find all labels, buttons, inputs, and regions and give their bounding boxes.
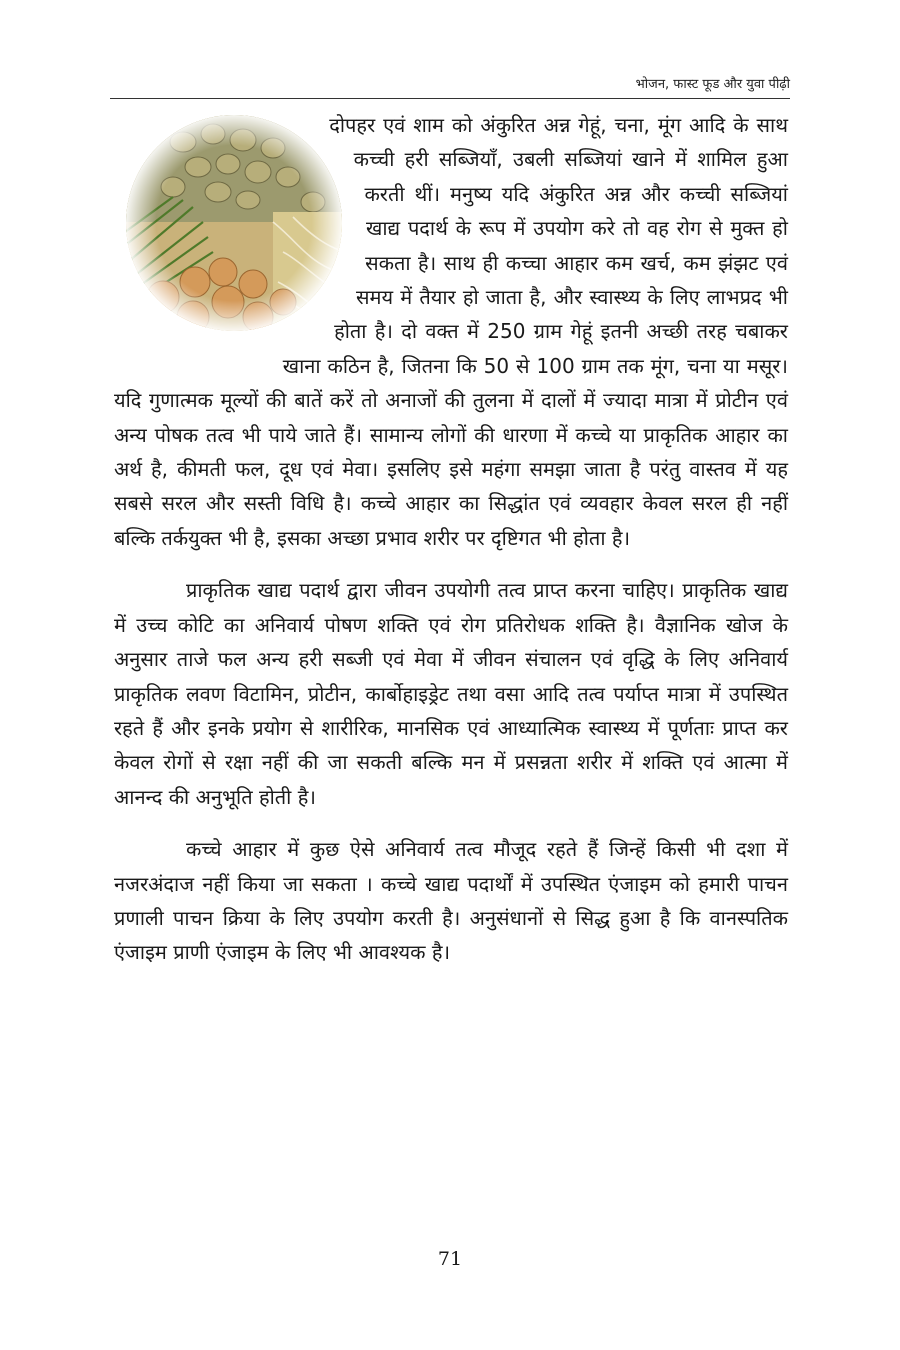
header-rule xyxy=(110,98,790,99)
running-header: भोजन, फास्ट फूड और युवा पीढ़ी xyxy=(635,77,790,92)
page-body xyxy=(114,108,788,970)
paragraph-2: प्राकृतिक खाद्य पदार्थ द्वारा जीवन उपयोगी तत्व प्राप्त करना चाहिए। प्राकृतिक खाद्य में उच्च कोटि का अनिवार्य पोषण शक्ति एवं रोग प्रतिरोधक शक्ति है। वैज्ञानिक खोज के अनुसार ताजे फल अन्य हरी सब्जी एवं मेवा में जीवन संचालन एवं वृद्धि के लिए अनिवार्य प्राकृतिक लवण विटामिन, प्रोटीन, कार्बोहाइड्रेट तथा वसा आदि तत्व पर्याप्त मात्रा में उपस्थित रहते हैं और इनके प्रयोग से शारीरिक, मानसिक एवं आध्यात्मिक स्वास्थ्य में पूर्णताः प्राप्त कर केवल रोगों से रक्षा नहीं की जा सकती बल्कि मन में प्रसन्नता शरीर में शक्ति एवं आत्मा में आनन्द की अनुभूति होती है। xyxy=(114,578,788,809)
sprouted-grains-photo xyxy=(114,112,354,348)
page-number: 71 xyxy=(437,1248,463,1270)
sprouted-grains-icon xyxy=(123,112,345,334)
paragraph-1: दोपहर एवं शाम को अंकुरित अन्न गेहूं, चना, मूंग आदि के साथ कच्ची हरी सब्जियॉं, उबली सब्जियां खाने में शामिल हुआ करती थीं। मनुष्य यदि अंकुरित अन्न और कच्ची सब्जियां खाद्य पदार्थ के रूप में उपयोग करे तो वह रोग से मुक्त हो सकता है। साथ ही कच्चा आहार कम खर्च, कम झंझट एवं समय में तैयार हो जाता है, और स्वास्थ्य के लिए लाभप्रद भी होता है। दो वक्त में 250 ग्राम गेहूं इतनी अच्छी तरह चबाकर खाना कठिन है, जितना कि 50 से 100 ग्राम तक मूंग, चना या मसूर। यदि गुणात्मक मूल्यों की बातें करें तो अनाजों की तुलना में दालों में ज्यादा मात्रा में प्रोटीन एवं अन्य पोषक तत्व भी पाये जाते हैं। सामान्य लोगों की धारणा में कच्चे या प्राकृतिक आहार का अर्थ है, कीमती फल, दूध एवं मेवा। इसलिए इसे महंगा समझा जाता है परंतु वास्तव में यह सबसे सरल और सस्ती विधि है। कच्चे आहार का सिद्धांत एवं व्यवहार केवल सरल ही नहीं बल्कि तर्कयुक्त भी है, इसका अच्छा प्रभाव शरीर पर दृष्टिगत भी होता है। xyxy=(114,113,788,550)
paragraph-3: कच्चे आहार में कुछ ऐसे अनिवार्य तत्व मौजूद रहते हैं जिन्हें किसी भी दशा में नजरअंदाज नहीं किया जा सकता । कच्चे खाद्य पदार्थों में उपस्थित एंजाइम को हमारी पाचन प्रणाली पाचन क्रिया के लिए उपयोग करती है। अनुसंधानों से सिद्ध हुआ है कि वानस्पतिक एंजाइम प्राणी एंजाइम के लिए भी आवश्यक है। xyxy=(114,837,788,965)
